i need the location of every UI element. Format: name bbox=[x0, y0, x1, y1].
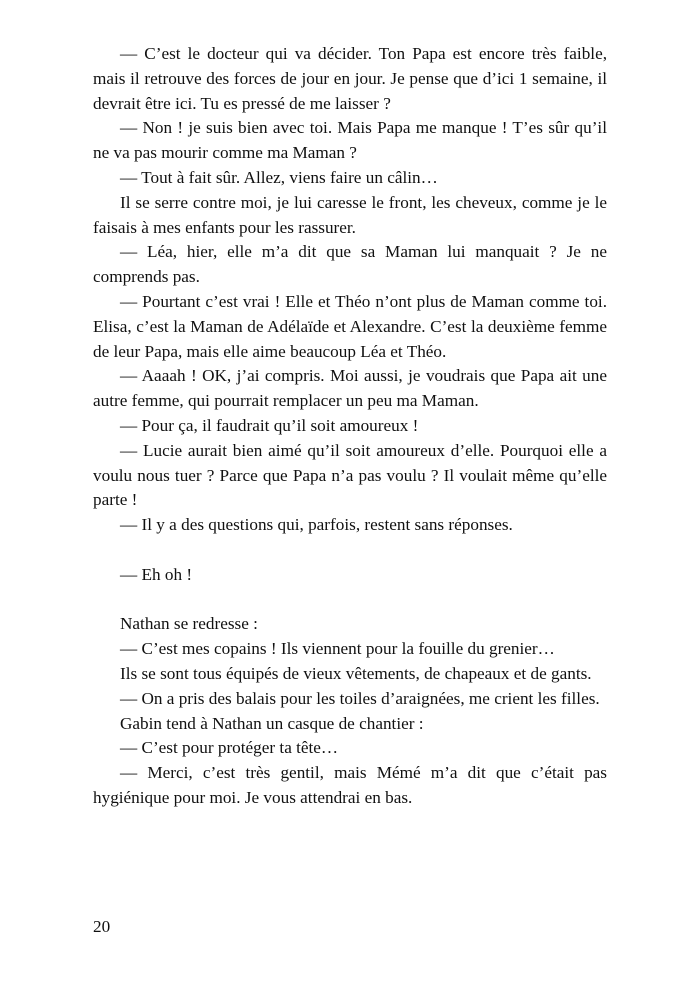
paragraph: Ils se sont tous équipés de vieux vêtements, de chapeaux et de gants. bbox=[120, 663, 592, 683]
page-body bbox=[93, 42, 607, 811]
paragraph: — Il y a des questions qui, parfois, restent sans réponses. bbox=[120, 515, 513, 535]
scene-break-gap bbox=[93, 538, 607, 563]
paragraph: Il se serre contre moi, je lui caresse le front, les cheveux, comme je le faisais à mes enfants pour les rassurer. bbox=[93, 192, 607, 237]
paragraph: — On a pris des balais pour les toiles d’araignées, me crient les filles. bbox=[120, 688, 600, 708]
paragraph: — C’est le docteur qui va décider. Ton Papa est encore très faible, mais il retrouve des forces de jour en jour. Je pense que d’ici 1 semaine, il devrait être ici. Tu es pressé de me laisser ? bbox=[93, 44, 607, 113]
paragraph: — C’est mes copains ! Ils viennent pour la fouille du grenier… bbox=[120, 639, 555, 659]
paragraph: — Pour ça, il faudrait qu’il soit amoureux ! bbox=[120, 415, 419, 435]
page-number: 20 bbox=[93, 917, 111, 936]
paragraph: — Lucie aurait bien aimé qu’il soit amoureux d’elle. Pourquoi elle a voulu nous tuer ? Parce que Papa n’a pas voulu ? Il voulait même qu’elle parte ! bbox=[93, 440, 607, 510]
paragraph: Nathan se redresse : bbox=[120, 614, 258, 634]
paragraph: — Tout à fait sûr. Allez, viens faire un câlin… bbox=[120, 167, 438, 187]
text-block-1 bbox=[93, 42, 607, 538]
text-block-3 bbox=[93, 612, 607, 810]
paragraph: — Pourtant c’est vrai ! Elle et Théo n’ont plus de Maman comme toi. Elisa, c’est la Maman de Adélaïde et Alexandre. C’est la deuxième femme de leur Papa, mais elle aime beaucoup Léa et Théo. bbox=[93, 291, 607, 361]
paragraph: — C’est pour protéger ta tête… bbox=[120, 738, 339, 758]
paragraph: — Aaaah ! OK, j’ai compris. Moi aussi, je voudrais que Papa ait une autre femme, qui pourrait remplacer un peu ma Maman. bbox=[93, 366, 607, 411]
scene-break-gap bbox=[93, 588, 607, 613]
paragraph: Gabin tend à Nathan un casque de chantier : bbox=[120, 713, 424, 733]
paragraph: — Merci, c’est très gentil, mais Mémé m’a dit que c’était pas hygiénique pour moi. Je vous attendrai en bas. bbox=[93, 763, 607, 807]
text-block-2 bbox=[93, 563, 607, 588]
paragraph: — Non ! je suis bien avec toi. Mais Papa me manque ! T’es sûr qu’il ne va pas mourir comme ma Maman ? bbox=[93, 118, 607, 163]
paragraph: — Eh oh ! bbox=[120, 564, 193, 584]
paragraph: — Léa, hier, elle m’a dit que sa Maman lui manquait ? Je ne comprends pas. bbox=[93, 242, 607, 287]
